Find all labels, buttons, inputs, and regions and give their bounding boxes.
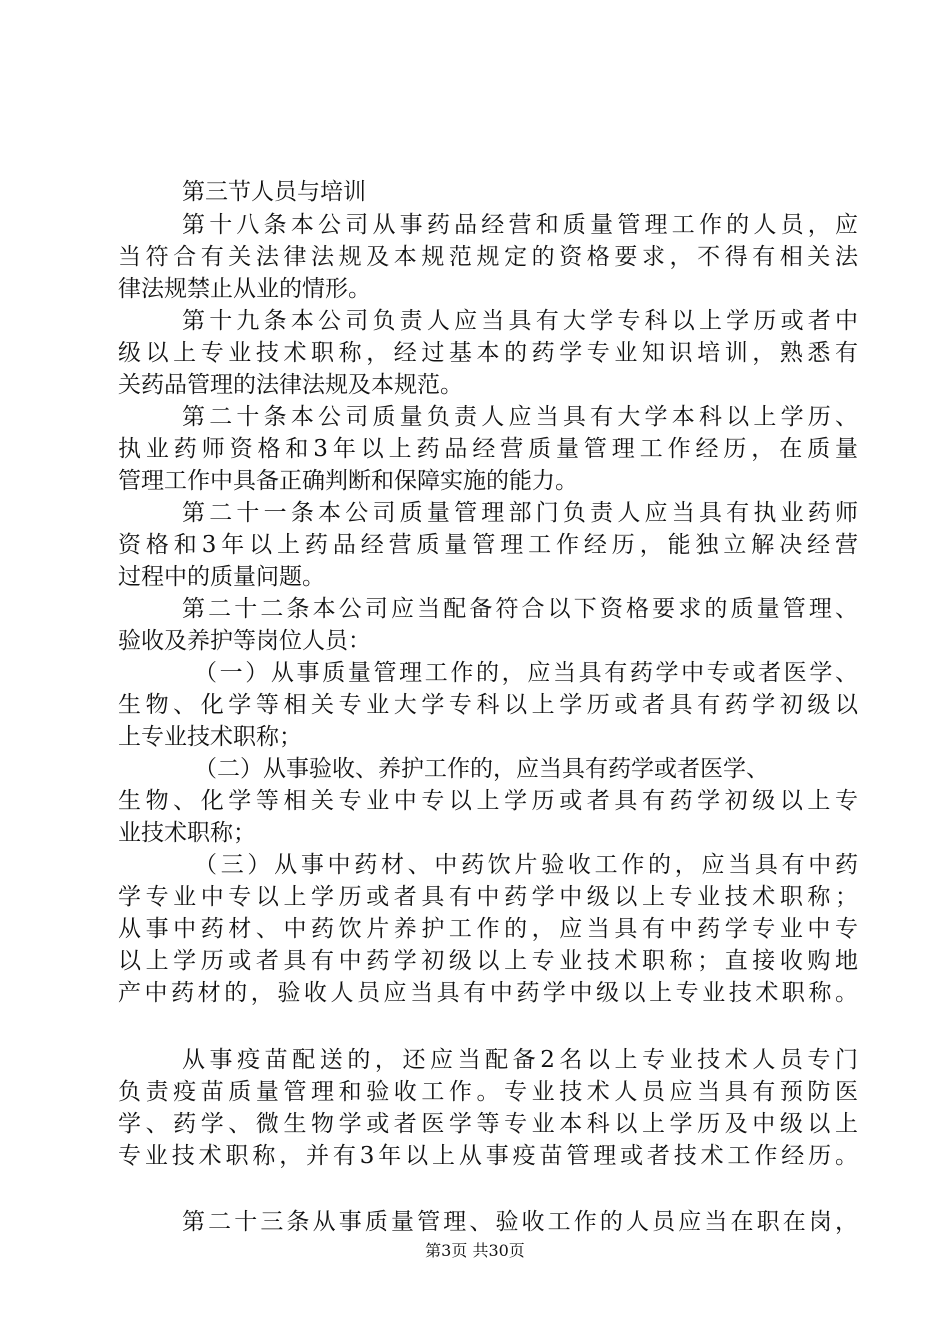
article-20-line-2: 执业药师资格和3年以上药品经营质量管理工作经历，在质量 — [118, 436, 858, 462]
article-22-line-1: 第二十二条本公司应当配备符合以下资格要求的质量管理、 — [182, 596, 858, 622]
article-19-line-2: 级以上专业技术职称，经过基本的药学专业知识培训，熟悉有 — [118, 340, 858, 366]
item-3-line-1: （三）从事中药材、中药饮片验收工作的，应当具有中药 — [194, 852, 858, 878]
article-20-line-1: 第二十条本公司质量负责人应当具有大学本科以上学历、 — [182, 404, 858, 430]
vaccine-line-3: 学、药学、微生物学或者医学等专业本科以上学历及中级以上 — [118, 1111, 858, 1137]
page-footer: 第3页 共30页 — [425, 1241, 525, 1260]
article-18-line-1: 第十八条本公司从事药品经营和质量管理工作的人员，应 — [182, 212, 858, 238]
item-3-line-2: 学专业中专以上学历或者具有中药学中级以上专业技术职称； — [118, 884, 858, 910]
article-21-line-3: 过程中的质量问题。 — [118, 564, 325, 590]
item-2-line-1: （二）从事验收、养护工作的，应当具有药学或者医学、 — [194, 756, 769, 782]
article-21-line-1: 第二十一条本公司质量管理部门负责人应当具有执业药师 — [182, 500, 858, 526]
article-18-line-2: 当符合有关法律法规及本规范规定的资格要求，不得有相关法 — [118, 244, 858, 270]
article-22-line-2: 验收及养护等岗位人员： — [118, 628, 371, 654]
vaccine-line-4: 专业技术职称，并有3年以上从事疫苗管理或者技术工作经历。 — [118, 1143, 858, 1169]
item-3-line-3: 从事中药材、中药饮片养护工作的，应当具有中药学专业中专 — [118, 916, 858, 942]
vaccine-line-2: 负责疫苗质量管理和验收工作。专业技术人员应当具有预防医 — [118, 1079, 858, 1105]
item-1-line-3: 上专业技术职称； — [118, 724, 302, 750]
item-1-line-2: 生物、化学等相关专业大学专科以上学历或者具有药学初级以 — [118, 692, 858, 718]
article-23-line-1: 第二十三条从事质量管理、验收工作的人员应当在职在岗， — [182, 1209, 858, 1235]
vaccine-line-1: 从事疫苗配送的，还应当配备2名以上专业技术人员专门 — [182, 1047, 858, 1073]
article-21-line-2: 资格和3年以上药品经营质量管理工作经历，能独立解决经营 — [118, 532, 858, 558]
item-3-line-4: 以上学历或者具有中药学初级以上专业技术职称；直接收购地 — [118, 948, 858, 974]
section-heading: 第三节人员与培训 — [182, 179, 366, 205]
article-19-line-1: 第十九条本公司负责人应当具有大学专科以上学历或者中 — [182, 308, 858, 334]
article-19-line-3: 关药品管理的法律法规及本规范。 — [118, 372, 463, 398]
article-20-line-3: 管理工作中具备正确判断和保障实施的能力。 — [118, 468, 578, 494]
article-18-line-3: 律法规禁止从业的情形。 — [118, 276, 371, 302]
item-2-line-2: 生物、化学等相关专业中专以上学历或者具有药学初级以上专 — [118, 788, 858, 814]
item-3-line-5: 产中药材的，验收人员应当具有中药学中级以上专业技术职称。 — [118, 980, 858, 1006]
item-2-line-3: 业技术职称； — [118, 820, 256, 846]
item-1-line-1: （一）从事质量管理工作的，应当具有药学中专或者医学、 — [194, 660, 858, 686]
